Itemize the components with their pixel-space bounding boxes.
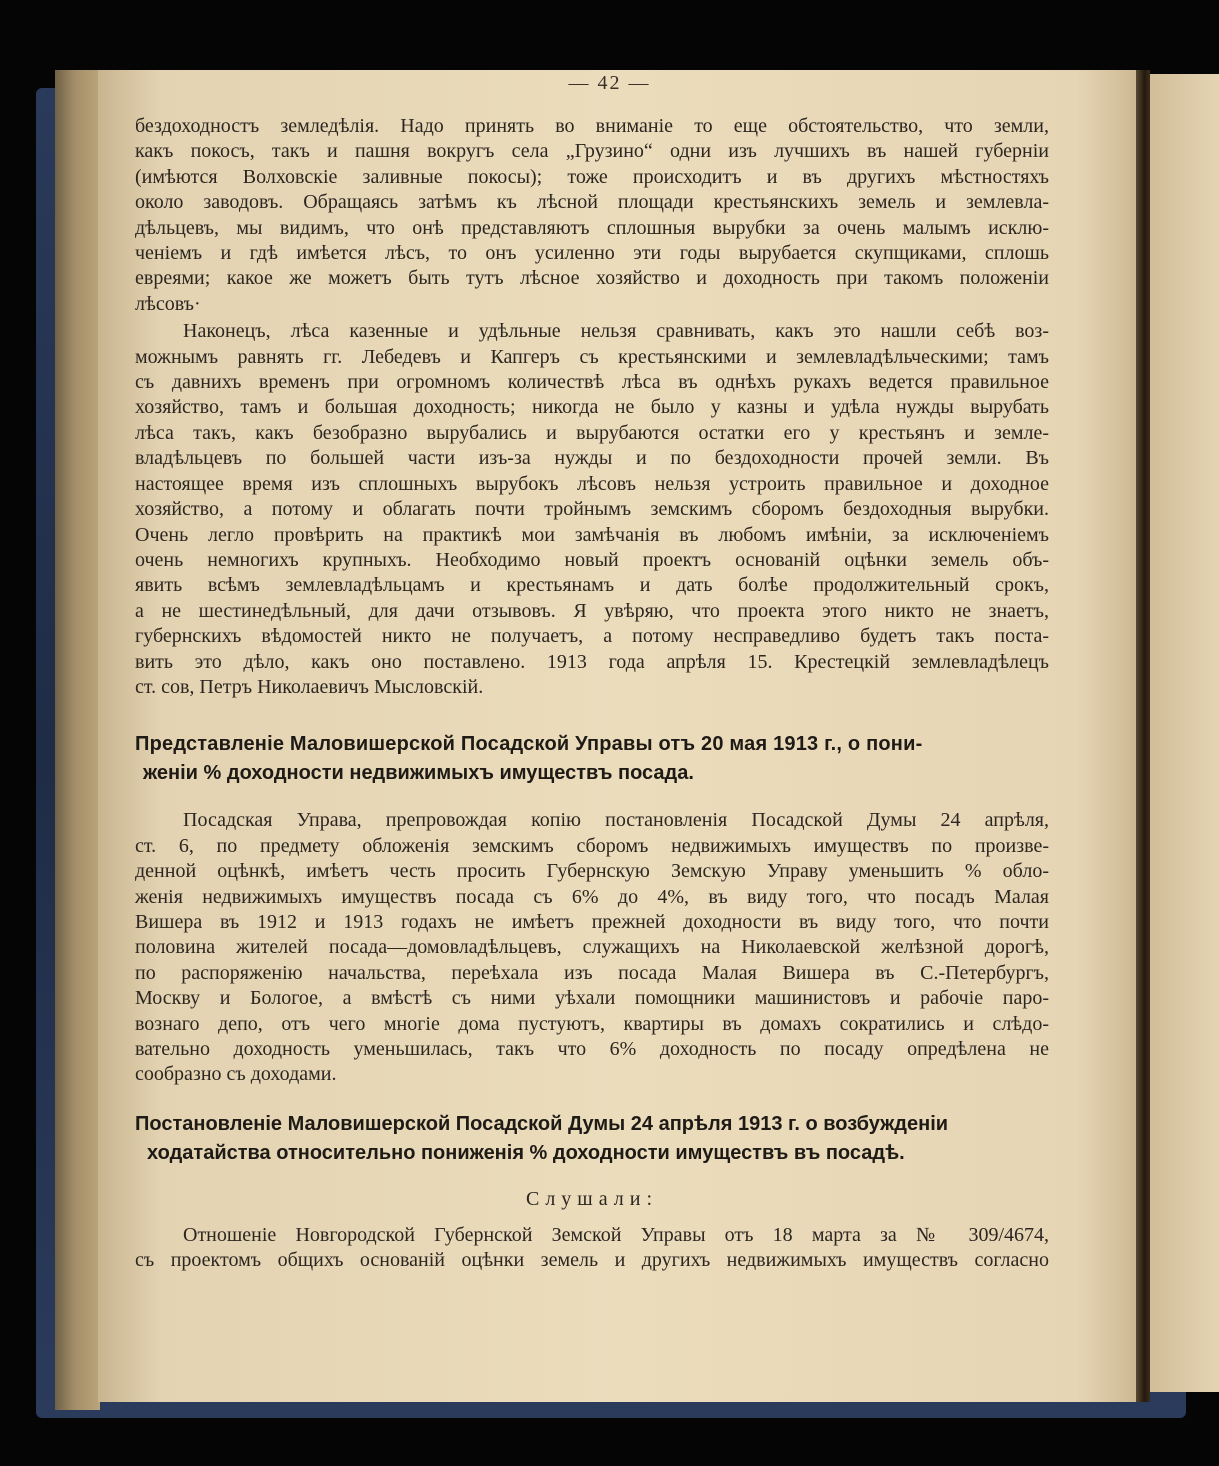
text-line: половина жителей посада—домовладѣльцевъ, служащихъ на Николаевской желѣзной дорогѣ, [135, 936, 1049, 959]
section-heading-1 [135, 730, 1049, 788]
text-line: настоящее время изъ сплошныхъ вырубокъ лѣсовъ нельзя устроить правильное и доходное [135, 472, 1049, 495]
text-line: денной оцѣнкѣ, имѣетъ честь просить Губернскую Земскую Управу уменьшить % обло- [135, 860, 1049, 883]
text-line: Москву и Бологое, а вмѣстѣ съ ними уѣхали помощники машинистовъ и рабочіе паро- [135, 987, 1049, 1010]
page-number: — 42 — [568, 72, 651, 94]
text-line: вознаго депо, отъ чего многіе дома пустуютъ, квартиры въ домахъ сократились и слѣдо- [135, 1012, 1049, 1035]
text-line: очень немногихъ крупныхъ. Необходимо новый проектъ основаній оцѣнки земель объ- [135, 548, 1049, 571]
paragraph-4 [135, 1223, 1049, 1274]
page-edge [55, 70, 100, 1410]
text-line: владѣльцевъ по большей части изъ-за нужды и по бездоходности прочей земли. Въ [135, 447, 1049, 470]
text-line: Отношеніе Новгородской Губернской Земской Управы отъ 18 марта за № 309/4674, [183, 1223, 1049, 1246]
text-line: по распоряженію начальства, переѣхала изъ посада Малая Вишера въ С.-Петербургъ, [135, 961, 1049, 984]
text-line: ст. 6, по предмету обложенія земскимъ сборомъ недвижимыхъ имуществъ по произве- [135, 834, 1049, 857]
text-line: сообразно съ доходами. [135, 1063, 337, 1086]
page-content [135, 114, 1049, 1274]
subheading: Слушали: [525, 1187, 658, 1210]
heading-line: ходатайства относительно пониженія % доходности имуществъ въ посадѣ. [147, 1141, 905, 1164]
text-line: явить всѣмъ землевладѣльцамъ и крестьянамъ и дать болѣе продолжительный срокъ, [135, 574, 1049, 597]
text-line: ст. сов, Петръ Николаевичъ Мысловскій. [135, 675, 484, 698]
text-line: съ давнихъ временъ при огромномъ количествѣ лѣса въ однѣхъ рукахъ ведется правильное [135, 371, 1049, 394]
paragraph-3 [135, 808, 1049, 1087]
paragraph-1 [135, 114, 1049, 317]
book-gutter [1136, 70, 1150, 1402]
section-heading-2 [135, 1110, 1049, 1168]
text-line: хозяйство, а потому и облагать почти тройнымъ земскимъ сборомъ бездоходныя вырубки. [135, 498, 1049, 521]
heading-line: Представленіе Маловишерской Посадской Управы отъ 20 мая 1913 г., о пони- [135, 733, 923, 756]
text-line: ченіемъ и гдѣ имѣется лѣсъ, то онъ усиленно эти годы вырубается скупщиками, сплошь [135, 242, 1049, 265]
heading-line: Постановленіе Маловишерской Посадской Думы 24 апрѣля 1913 г. о возбужденіи [135, 1112, 949, 1135]
text-line: женія недвижимыхъ имуществъ посада съ 6% до 4%, въ виду того, что посадъ Малая [135, 885, 1049, 908]
text-line: можнымъ равнять гг. Лебедевъ и Капгеръ съ крестьянскими и землевладѣльческими; тамъ [135, 345, 1049, 368]
text-line: Вишера въ 1912 и 1913 годахъ не имѣетъ прежней доходности въ виду того, что почти [135, 910, 1049, 933]
paragraph-2 [135, 319, 1049, 700]
next-page-edge [1150, 74, 1219, 1392]
heading-line: женіи % доходности недвижимыхъ имуществъ посада. [143, 762, 694, 785]
text-line: (имѣются Волховскіе заливные покосы); тоже происходитъ и въ другихъ мѣстностяхъ [135, 165, 1049, 188]
text-line: лѣса такъ, какъ безобразно вырубались и вырубаются остатки его у крестьянъ и земле- [135, 421, 1049, 444]
text-line: дѣльцевъ, мы видимъ, что онѣ представляютъ сплошныя вырубки за очень малымъ исклю- [135, 216, 1049, 239]
text-line: евреями; какое же можетъ быть тутъ лѣсное хозяйство и доходность при такомъ положеніи [135, 267, 1049, 290]
text-line: лѣсовъ· [135, 292, 201, 315]
text-line: съ проектомъ общихъ основаній оцѣнки земель и другихъ недвижимыхъ имуществъ согласно [135, 1249, 1049, 1272]
text-line: вательно доходность уменьшилась, такъ что 6% доходность по посаду опредѣлена не [135, 1038, 1049, 1060]
text-line: Очень легло провѣрить на практикѣ мои замѣчанія въ любомъ имѣніи, за исключеніемъ [135, 523, 1049, 546]
text-line: какъ покосъ, такъ и пашня вокругъ села „Грузино“ одни изъ лучшихъ въ нашей губерніи [135, 140, 1049, 163]
text-line: вить это дѣло, какъ оно поставлено. 1913 года апрѣля 15. Крестецкій землевладѣлецъ [135, 650, 1049, 673]
text-line: бездоходностъ земледѣлія. Надо принять во вниманіе то еще обстоятельство, что земли, [135, 115, 1049, 137]
text-line: около заводовъ. Обращаясь затѣмъ къ лѣсной площади крестьянскихъ земель и землевла- [135, 191, 1049, 214]
text-line: а не шестинедѣльный, для дачи отзывовъ. Я увѣряю, что проекта этого никто не знаетъ, [135, 599, 1049, 622]
text-line: Посадская Управа, препровождая копію постановленія Посадской Думы 24 апрѣля, [183, 809, 1049, 832]
text-line: губернскихъ вѣдомостей никто не получаетъ, а потому несправедливо будетъ такъ поста- [135, 625, 1049, 648]
text-line: хозяйство, тамъ и большая доходность; никогда не было у казны и удѣла нужды вырубать [135, 396, 1049, 419]
text-line: Наконецъ, лѣса казенные и удѣльные нельзя сравнивать, какъ это нашли себѣ воз- [183, 320, 1049, 343]
